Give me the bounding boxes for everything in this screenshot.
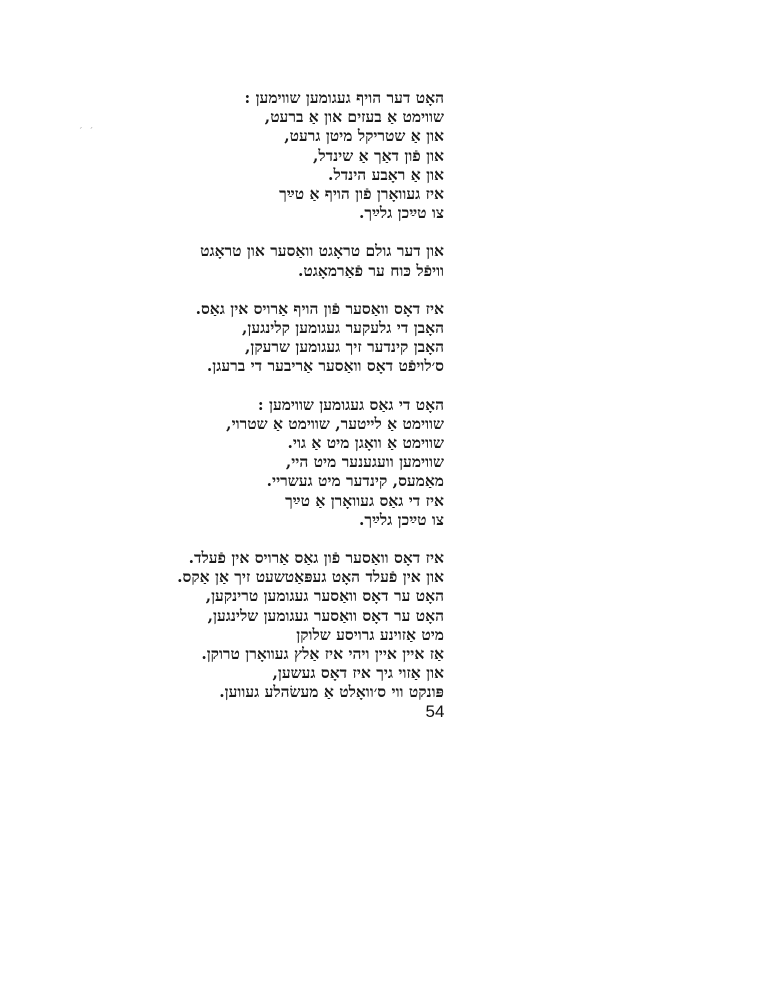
poem-line: האָט ער דאָס וואַסער געגומען טרינקען, [205,586,444,606]
poem-line: אַז איין איין ויהי איז אַלץ געוואָרן טרוקן. [201,644,444,664]
poem-line: מאַמעס, קינדער מיט געשריי. [266,471,444,491]
poem-line: האָבן די גלעקער געגומען קלינגען, [242,318,444,338]
poem-line: איז געוואָרן פֿון הויף אַ טײַך [279,184,444,204]
stanza-4 [184,395,444,529]
poem-line: און אין פֿעלד האָט געפּאַטשעט זיך אַן אַקס. [177,567,444,587]
poem-line: און אַ שטריקל מיטן גרעט, [284,126,444,146]
poem-line: און אַ ראָבע הינדל. [328,164,444,184]
poem-line: שווימען וועגענער מיט היי, [285,452,444,472]
poem-line: האָבן קינדער זיך געגומען שרעקן, [245,337,444,357]
poem-line: צו טײַכן גלײַך. [358,509,444,529]
poem-line: שווימט אַ לייטער, שווימט אַ שטרוי, [226,413,444,433]
poem-line: ס׳לויפֿט דאָס וואַסער אַריבער די ברעגן. [206,356,444,376]
stanza-2 [184,241,444,279]
stanza-3 [184,299,444,376]
poem-line: וויפֿל כּוח ער פֿאַרמאָגט. [298,260,444,280]
poem-line: און אַזוי גיך איז דאָס געשען, [272,663,444,683]
poem-line: פּונקט ווי ס׳וואָלט אַ מעשׂהלע געווען. [219,682,444,702]
poem-line: האָט די גאַס געגומען שווימען : [257,394,444,414]
poem-line: צו טײַכן גלײַך. [358,203,444,223]
poem-line: איז דאָס וואַסער פֿון גאַס אַרויס אין פֿעלד. [188,548,444,568]
poem-line: איז דאָס וואַסער פֿון הויף אַרויס אין גאַס. [195,298,444,318]
stanza-1 [184,88,444,222]
poem-line: מיט אַזוינע גרויסע שלוקן [296,624,444,644]
poem-line: און פֿון דאַך אַ שינדל, [313,145,444,165]
poem-line: און דער גולם טראָגט וואַסער און טראָגט [200,241,444,261]
poem-line: שווימט אַ וואָגן מיט אַ גוי. [287,433,444,453]
poem [177,88,444,702]
poem-line: איז די גאַס געוואָרן אַ טײַך [285,490,444,510]
poem-line: האָט ער דאָס וואַסער געגומען שלינגען, [207,605,444,625]
poem-line: האָט דער הויף געגומען שווימען : [244,88,444,107]
stray-mark: ׳ ׳ [79,125,96,135]
poem-line: שווימט אַ בעזים און אַ ברעט, [264,107,444,127]
page-number: 54 [425,702,445,721]
stanza-5 [177,548,444,702]
